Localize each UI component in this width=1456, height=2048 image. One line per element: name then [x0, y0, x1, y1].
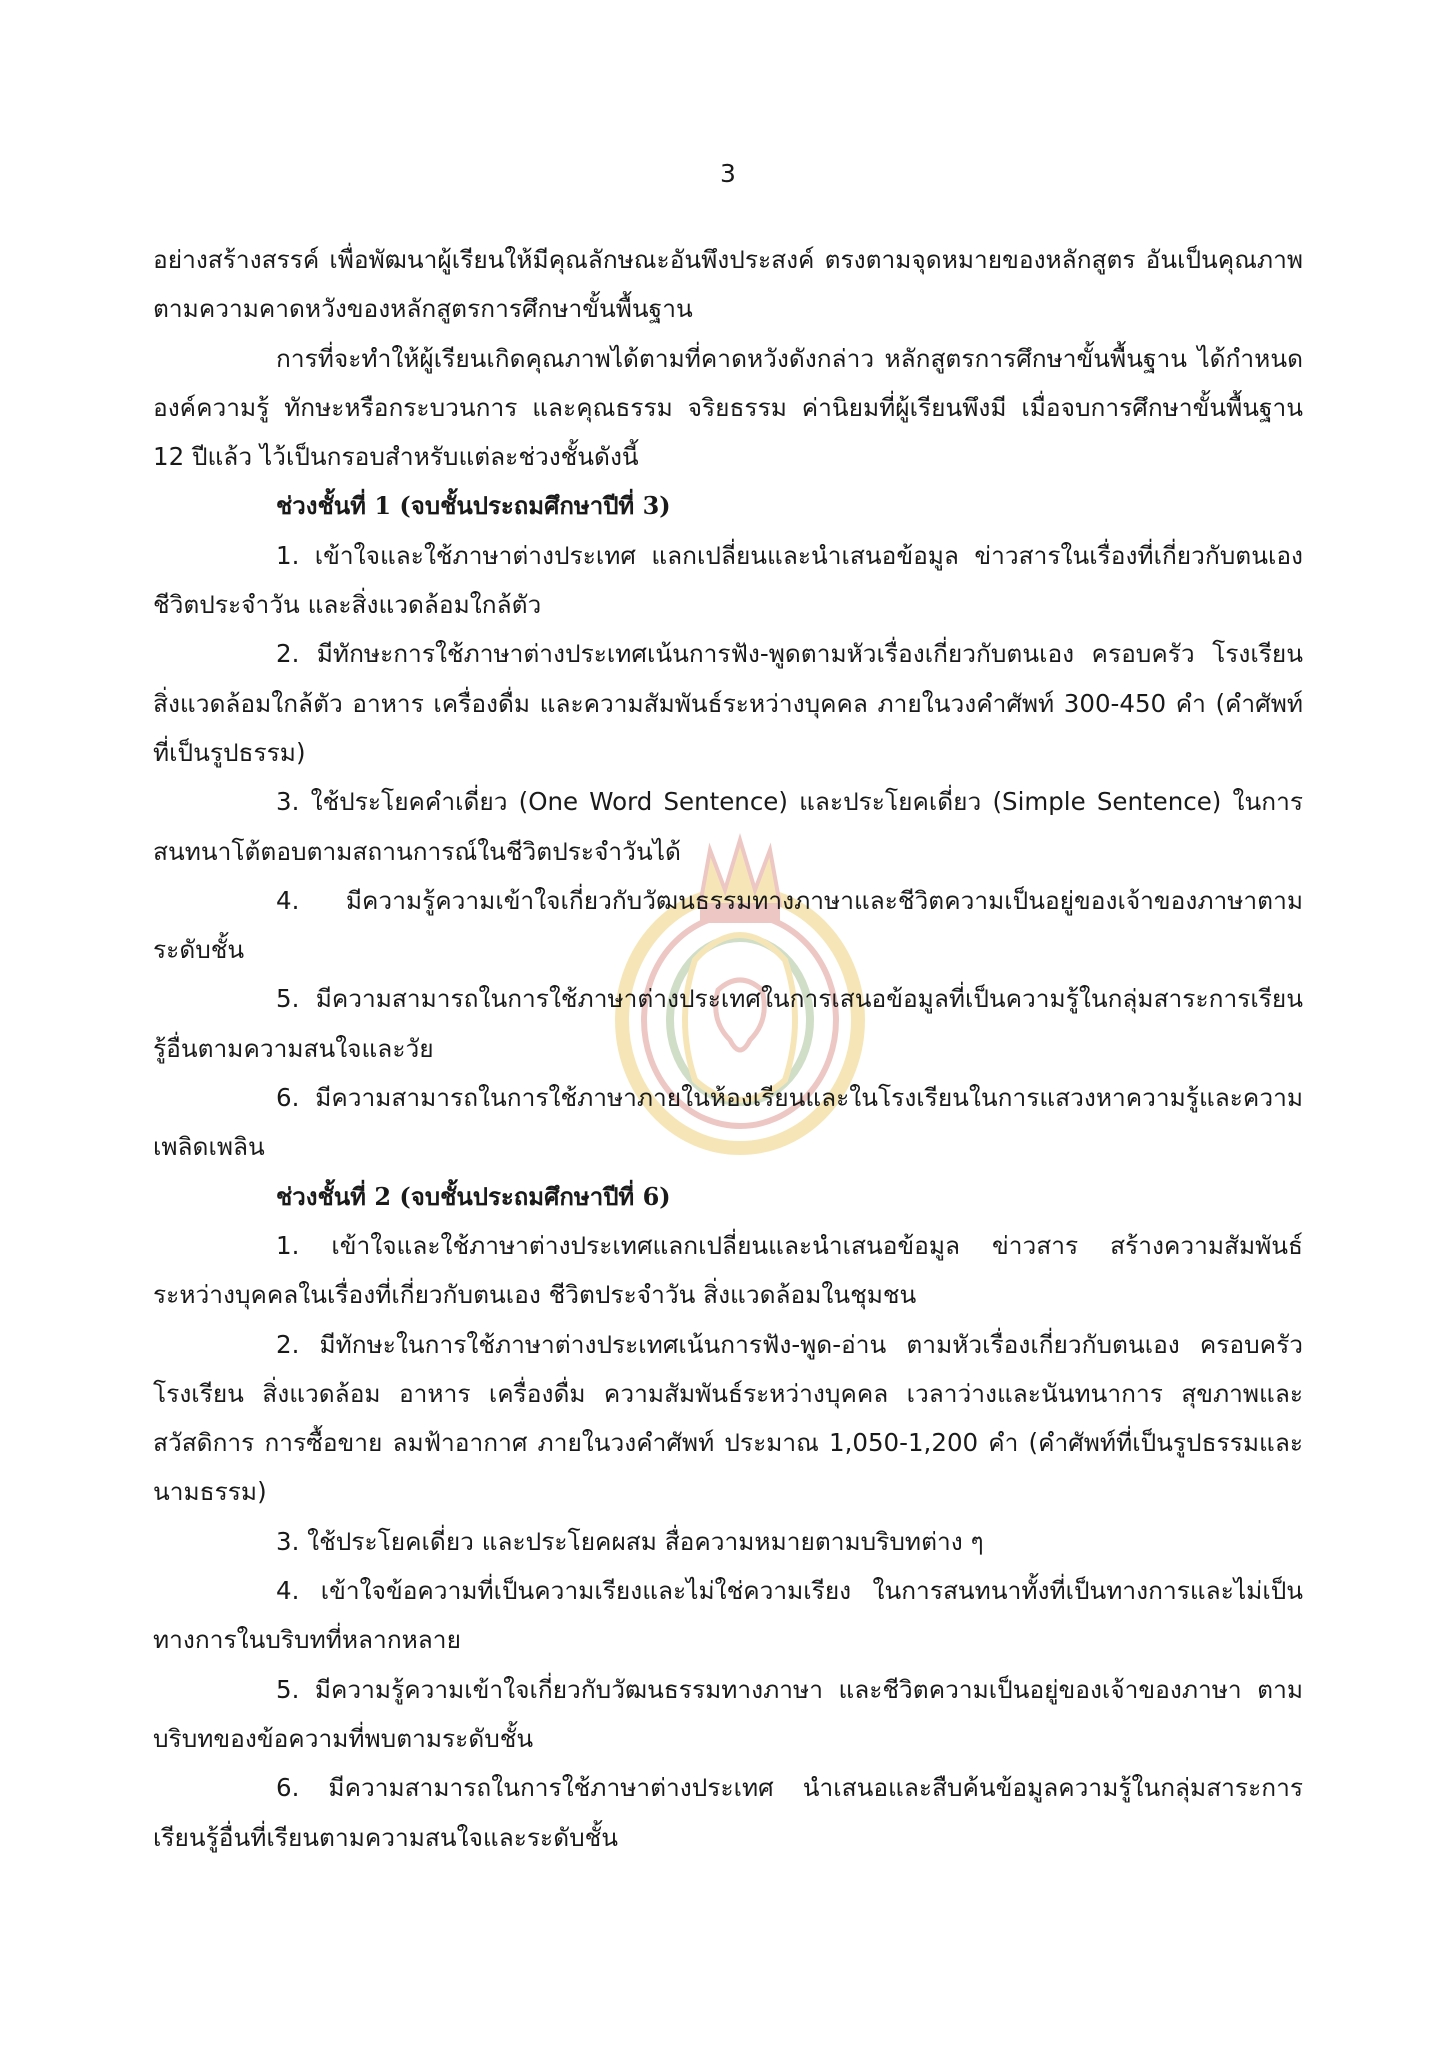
- level2-item-2: 2. มีทักษะในการใช้ภาษาต่างประเทศเน้นการฟัง-พูด-อ่าน ตามหัวเรื่องเกี่ยวกับตนเอง ครอบครัว โรงเรียน สิ่งแวดล้อม อาหาร เครื่องดื่ม ความสัมพันธ์ระหว่างบุคคล เวลาว่างและนันทนาการ สุขภาพและสวัสดิการ การซื้อขาย ลมฟ้าอากาศ ภายในวงคำศัพท์ ประมาณ 1,050-1,200 คำ (คำศัพท์ที่เป็นรูปธรรมและนามธรรม): [153, 1329, 1303, 1507]
- level1-item-2: 2. มีทักษะการใช้ภาษาต่างประเทศเน้นการฟัง-พูดตามหัวเรื่องเกี่ยวกับตนเอง ครอบครัว โรงเรียน สิ่งแวดล้อมใกล้ตัว อาหาร เครื่องดื่ม และความสัมพันธ์ระหว่างบุคคล ภายในวงคำศัพท์ 300-450 คำ (คำศัพท์ที่เป็นรูปธรรม): [153, 639, 1303, 767]
- level2-item-6: 6. มีความสามารถในการใช้ภาษาต่างประเทศ นำเสนอและสืบค้นข้อมูลความรู้ในกลุ่มสาระการเรียนรู้อื่นที่เรียนตามความสนใจและระดับชั้น: [153, 1773, 1303, 1852]
- level2-item-1: 1. เข้าใจและใช้ภาษาต่างประเทศแลกเปลี่ยนและนำเสนอข้อมูล ข่าวสาร สร้างความสัมพันธ์ระหว่างบุคคลในเรื่องที่เกี่ยวกับตนเอง ชีวิตประจำวัน สิ่งแวดล้อมในชุมชน: [153, 1230, 1303, 1310]
- intro-paragraph-continuation: อย่างสร้างสรรค์ เพื่อพัฒนาผู้เรียนให้มีคุณลักษณะอันพึงประสงค์ ตรงตามจุดหมายของหลักสูตร อันเป็นคุณภาพตามความคาดหวังของหลักสูตรการศึกษาขั้นพื้นฐาน: [153, 245, 1303, 324]
- intro-paragraph: การที่จะทำให้ผู้เรียนเกิดคุณภาพได้ตามที่คาดหวังดังกล่าว หลักสูตรการศึกษาขั้นพื้นฐาน ได้กำหนดองค์ความรู้ ทักษะหรือกระบวนการ และคุณธรรม จริยธรรม ค่านิยมที่ผู้เรียนพึงมี เมื่อจบการศึกษาขั้นพื้นฐาน 12 ปีแล้ว ไว้เป็นกรอบสำหรับแต่ละช่วงชั้นดังนี้: [153, 343, 1303, 472]
- level2-item-4: 4. เข้าใจข้อความที่เป็นความเรียงและไม่ใช่ความเรียง ในการสนทนาทั้งที่เป็นทางการและไม่เป็นทางการในบริบทที่หลากหลาย: [153, 1576, 1303, 1655]
- level1-item-3: 3. ใช้ประโยคคำเดี่ยว (One Word Sentence) และประโยคเดี่ยว (Simple Sentence) ในการสนทนาโต้ตอบตามสถานการณ์ในชีวิตประจำวันได้: [153, 787, 1303, 866]
- level1-item-1: 1. เข้าใจและใช้ภาษาต่างประเทศ แลกเปลี่ยนและนำเสนอข้อมูล ข่าวสารในเรื่องที่เกี่ยวกับตนเอง ชีวิตประจำวัน และสิ่งแวดล้อมใกล้ตัว: [153, 540, 1303, 620]
- level1-item-4: 4. มีความรู้ความเข้าใจเกี่ยวกับวัฒนธรรมทางภาษาและชีวิตความเป็นอยู่ของเจ้าของภาษาตามระดับชั้น: [153, 885, 1303, 965]
- level1-item-5: 5. มีความสามารถในการใช้ภาษาต่างประเทศในการเสนอข้อมูลที่เป็นความรู้ในกลุ่มสาระการเรียนรู้อื่นตามความสนใจและวัย: [153, 984, 1303, 1063]
- section-heading-level2: ช่วงชั้นที่ 2 (จบชั้นประถมศึกษาปีที่ 6): [276, 1181, 671, 1211]
- document-body: [153, 235, 1303, 1862]
- page-number: 3: [720, 159, 736, 188]
- level2-item-5: 5. มีความรู้ความเข้าใจเกี่ยวกับวัฒนธรรมทางภาษา และชีวิตความเป็นอยู่ของเจ้าของภาษา ตามบริบทของข้อความที่พบตามระดับชั้น: [153, 1674, 1303, 1753]
- section-heading-level1: ช่วงชั้นที่ 1 (จบชั้นประถมศึกษาปีที่ 3): [276, 491, 671, 521]
- level2-item-3: 3. ใช้ประโยคเดี่ยว และประโยคผสม สื่อความหมายตามบริบทต่าง ๆ: [276, 1526, 984, 1556]
- level1-item-6: 6. มีความสามารถในการใช้ภาษาภายในห้องเรียนและในโรงเรียนในการแสวงหาความรู้และความเพลิดเพลิน: [153, 1083, 1303, 1162]
